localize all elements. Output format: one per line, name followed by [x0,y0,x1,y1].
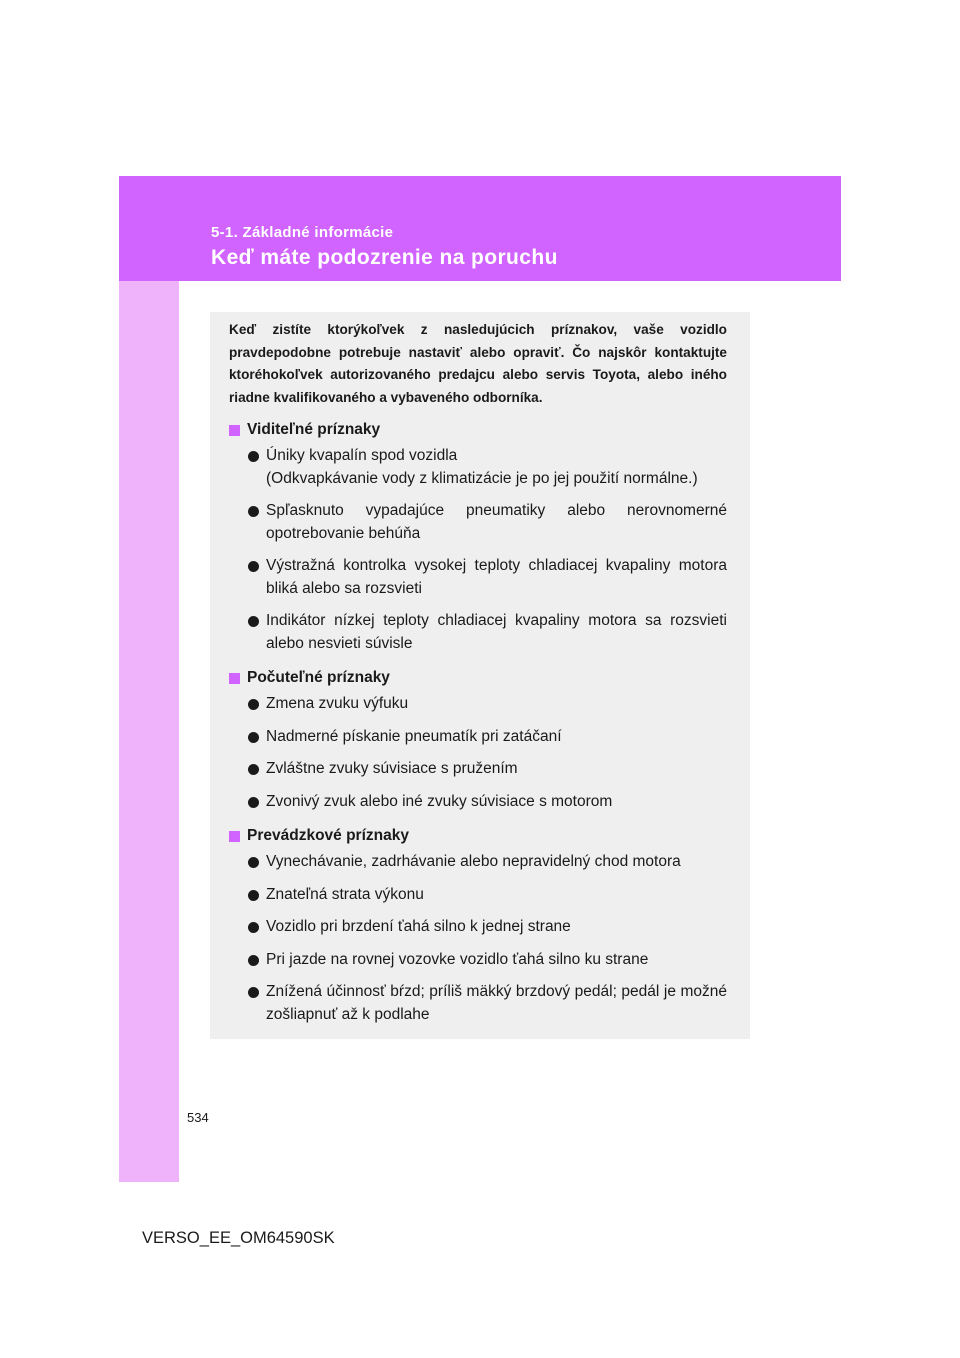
group-heading-text: Počuteľné príznaky [247,669,390,687]
round-bullet-icon [248,857,259,868]
group-visible-symptoms [229,417,727,655]
group-heading-text: Prevádzkové príznaky [247,827,409,845]
group-heading [229,823,727,849]
list-item-text: Vozidlo pri brzdení ťahá silno k jednej strane [266,918,571,936]
list-item [229,445,727,490]
list-item [229,916,727,939]
document-code: VERSO_EE_OM64590SK [142,1229,335,1247]
group-heading [229,665,727,691]
round-bullet-icon [248,797,259,808]
list-item [229,949,727,972]
symptom-list [229,445,727,655]
round-bullet-icon [248,699,259,710]
round-bullet-icon [248,987,259,998]
page-number: 534 [187,1110,209,1125]
list-item [229,500,727,545]
list-item-text: Nadmerné pískanie pneumatík pri zatáčaní [266,727,562,745]
symptoms-box [210,312,750,1039]
round-bullet-icon [248,890,259,901]
round-bullet-icon [248,451,259,462]
square-bullet-icon [229,673,240,684]
intro-text: Keď zistíte ktorýkoľvek z nasledujúcich príznakov, vaše vozidlo pravdepodobne potrebuje nastaviť alebo opraviť. Čo najskôr kontaktujte ktoréhokoľvek autorizovaného predajcu alebo servis Toyota, alebo iného riadne kvalifikovaného a vybaveného odborníka. [229,322,727,405]
list-item-text: Indikátor nízkej teploty chladiacej kvapaliny motora sa rozsvieti alebo nesvieti súvisle [266,612,727,652]
list-item-text: Zvonivý zvuk alebo iné zvuky súvisiace s motorom [266,792,613,810]
side-band [119,281,179,1182]
group-audible-symptoms [229,665,727,813]
list-item-text: Zmena zvuku výfuku [266,695,409,713]
list-item [229,791,727,814]
list-item-text: Pri jazde na rovnej vozovke vozidlo ťahá silno ku strane [266,950,649,968]
list-item-text: Znateľná strata výkonu [266,885,424,903]
list-item-main: Úniky kvapalín spod vozidla [266,447,458,465]
list-item [229,981,727,1026]
list-item [229,726,727,749]
round-bullet-icon [248,922,259,933]
round-bullet-icon [248,506,259,517]
list-item [229,693,727,716]
round-bullet-icon [248,955,259,966]
square-bullet-icon [229,831,240,842]
list-item-text: Znížená účinnosť bŕzd; príliš mäkký brzdový pedál; pedál je možné zošliapnuť až k podlahe [266,983,727,1023]
round-bullet-icon [248,764,259,775]
list-item-note: (Odkvapkávanie vody z klimatizácie je po jej použití normálne.) [266,469,698,487]
list-item-text: Spľasknuto vypadajúce pneumatiky alebo nerovnomerné opotrebovanie behúňa [266,502,727,542]
square-bullet-icon [229,425,240,436]
symptom-list [229,851,727,1026]
round-bullet-icon [248,732,259,743]
group-heading-text: Viditeľné príznaky [247,421,381,439]
group-heading [229,417,727,443]
list-item [229,555,727,600]
list-item [229,758,727,781]
page-title: Keď máte podozrenie na poruchu [211,246,558,269]
list-item-text: Výstražná kontrolka vysokej teploty chladiacej kvapaliny motora bliká alebo sa rozsvieti [266,557,727,597]
list-item [229,610,727,655]
list-item [229,851,727,874]
symptom-list [229,693,727,813]
list-item [229,884,727,907]
round-bullet-icon [248,616,259,627]
list-item-text: Vynechávanie, zadrhávanie alebo nepravidelný chod motora [266,853,681,871]
section-label: 5-1. Základné informácie [211,224,394,241]
list-item-text [266,445,727,490]
round-bullet-icon [248,561,259,572]
list-item-text: Zvláštne zvuky súvisiace s pružením [266,760,518,778]
group-operational-symptoms [229,823,727,1026]
